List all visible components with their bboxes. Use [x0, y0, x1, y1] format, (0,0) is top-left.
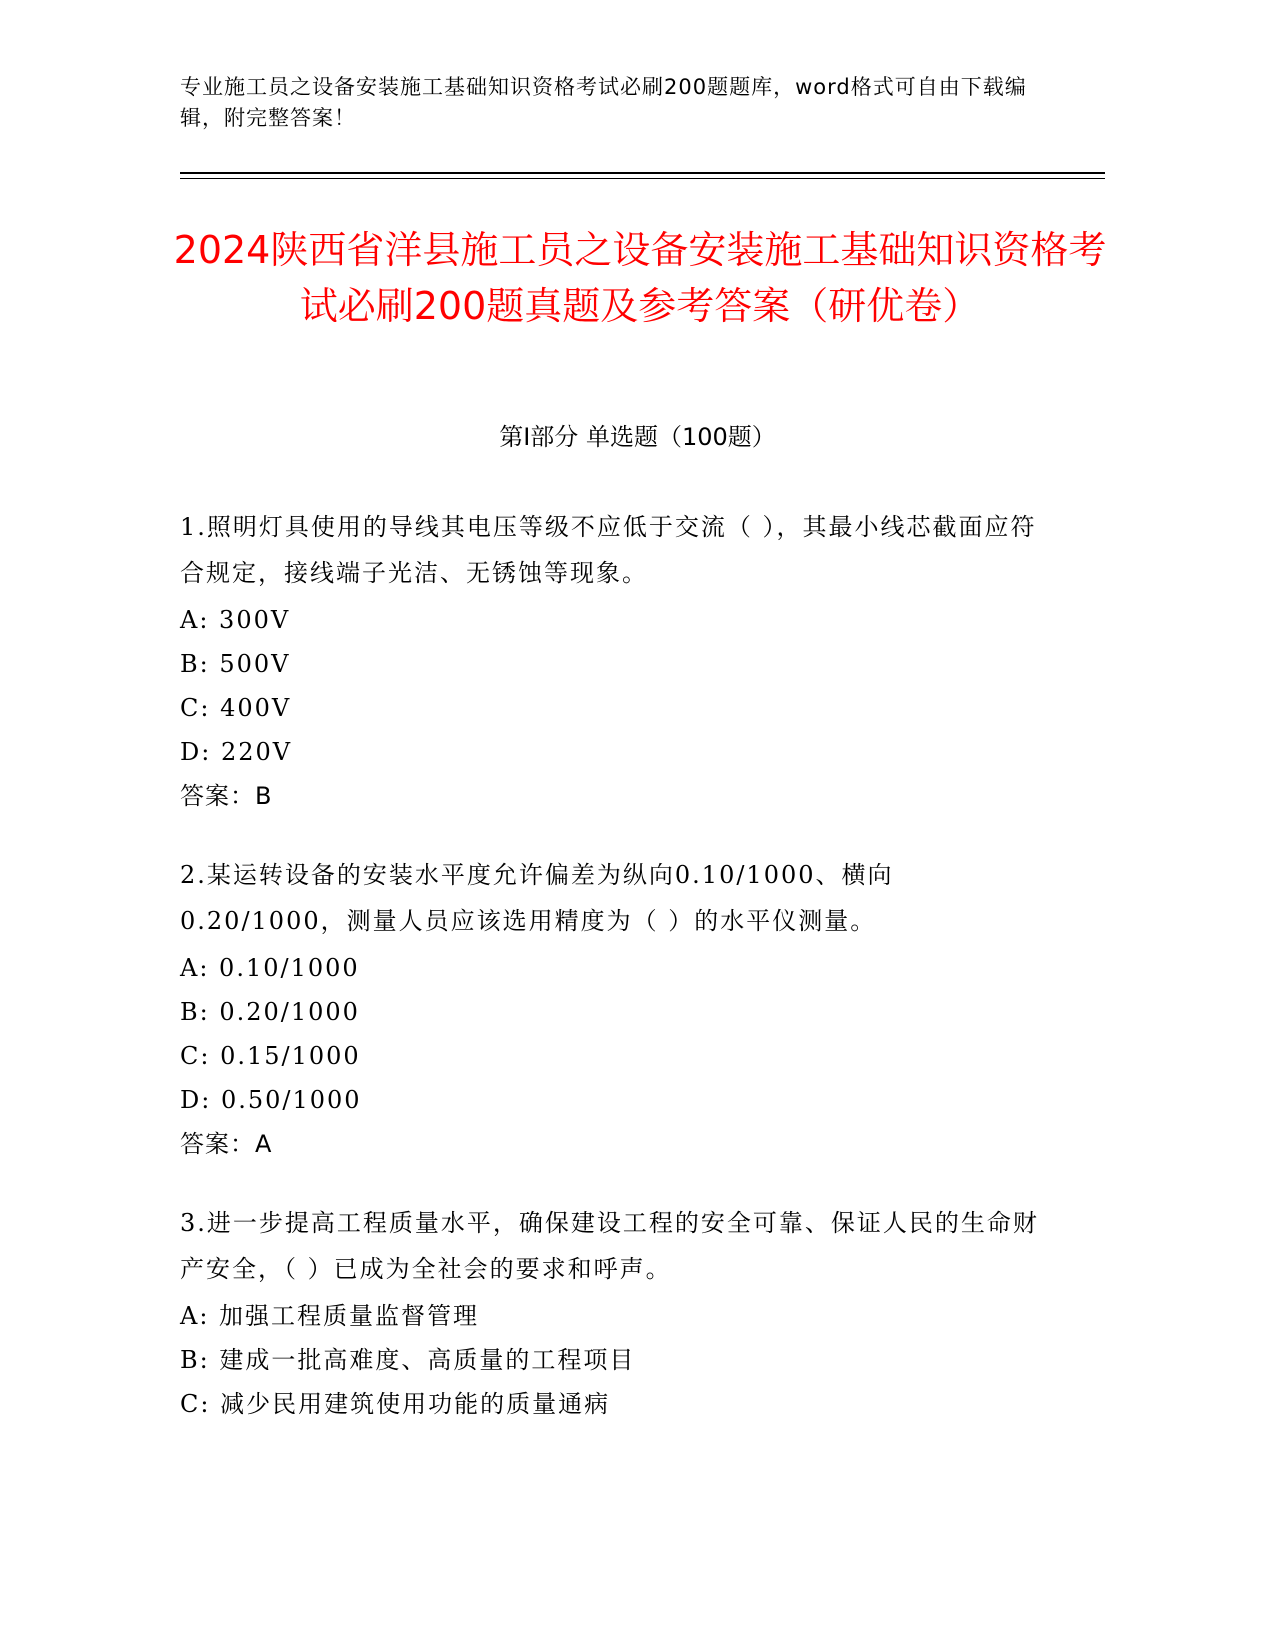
question-3	[180, 1200, 1040, 1426]
option-b: B: 0.20/1000	[180, 998, 360, 1026]
question-stem: 2.某运转设备的安装水平度允许偏差为纵向0.10/1000、横向0.20/1000，测量人员应该选用精度为（ ）的水平仪测量。	[180, 861, 894, 935]
question-2	[180, 852, 1040, 1166]
option-b: B: 500V	[180, 650, 291, 678]
header-rule-thin	[180, 178, 1105, 179]
answer: 答案：A	[180, 1130, 273, 1158]
option-a: A: 300V	[180, 606, 291, 634]
option-c: C: 0.15/1000	[180, 1042, 361, 1070]
question-1	[180, 504, 1040, 818]
header-note: 专业施工员之设备安装施工基础知识资格考试必刷200题题库，word格式可自由下载编辑，附完整答案！	[180, 75, 1027, 130]
option-a: A: 加强工程质量监督管理	[180, 1302, 480, 1330]
answer: 答案：B	[180, 782, 273, 810]
option-a: A: 0.10/1000	[180, 954, 360, 982]
section-heading: 第Ⅰ部分 单选题（100题）	[499, 423, 776, 451]
option-d: D: 220V	[180, 738, 293, 766]
option-b: B: 建成一批高难度、高质量的工程项目	[180, 1346, 636, 1374]
option-c: C: 400V	[180, 694, 292, 722]
question-stem: 1.照明灯具使用的导线其电压等级不应低于交流（ ），其最小线芯截面应符合规定，接线端子光洁、无锈蚀等现象。	[180, 513, 1037, 587]
option-d: D: 0.50/1000	[180, 1086, 362, 1114]
header-rule-thick	[180, 172, 1105, 174]
document-title: 2024陕西省洋县施工员之设备安装施工基础知识资格考试必刷200题真题及参考答案（研优卷）	[173, 228, 1107, 328]
question-stem: 3.进一步提高工程质量水平，确保建设工程的安全可靠、保证人民的生命财产安全，（ ）已成为全社会的要求和呼声。	[180, 1209, 1039, 1283]
option-c: C: 减少民用建筑使用功能的质量通病	[180, 1390, 611, 1418]
